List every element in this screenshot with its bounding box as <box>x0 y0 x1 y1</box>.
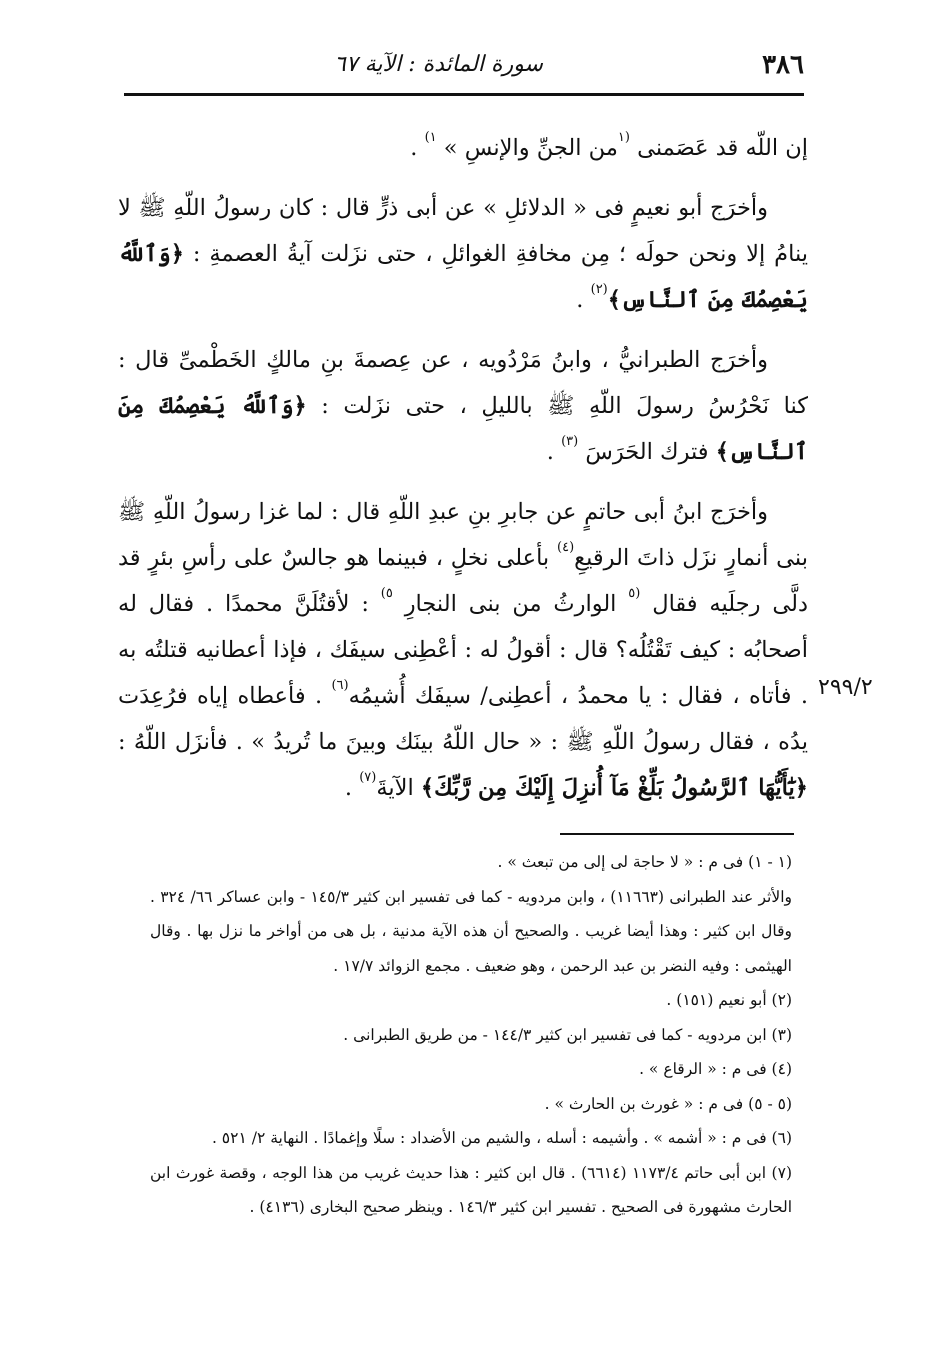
footnote-marker: (٥ <box>628 586 641 601</box>
main-text <box>118 125 808 825</box>
paragraph-1 <box>118 125 808 171</box>
footnote-marker: (٧) <box>359 770 377 785</box>
page-number: ٣٨٦ <box>762 50 804 80</box>
text-segment: وأخرَج الطبرانيُّ ، وابنُ مَرْدُويه ، عن عِصمةَ بنِ مالكٍ الخَطْمىِّ قال : كنا نَحْرُسُ رسولَ اللّهِ ﷺ بالليلِ ، حتى نزَلت : <box>118 347 808 419</box>
text-segment: . <box>576 287 591 313</box>
quran-verse: ﴿يَٰٓأَيُّهَا ٱلرَّسُولُ بَلِّغْ مَآ أُنزِلَ إِلَيْكَ مِن رَّبِّكَ﴾ <box>420 775 808 801</box>
footnote-marker: (٣) <box>561 434 579 449</box>
text-segment: وأخرَج أبو نعيمٍ فى « الدلائلِ » عن أبى ذرٍّ قال : كان رسولُ اللّهِ ﷺ لا ينامُ إلا ونحن حولَه ؛ مِن مخافةِ الغوائلِ ، حتى نزَلت آيةُ العصمةِ : <box>118 195 808 267</box>
running-title: سورة المائدة : الآية ٦٧ <box>334 52 543 77</box>
footnote-item: (٧) ابن أبى حاتم ١١٧٣/٤ (٦٦١٤) . قال ابن كثير : هذا حديث غريب من هذا الوجه ، وقصة غورث ابن الحارث مشهورة فى الصحيح . تفسير ابن كثير ١٤٦/٣ . وينظر صحيح البخارى (٤١٣٦) . <box>150 1163 792 1216</box>
text-segment: . <box>344 775 360 801</box>
margin-reference: ٢٩٩/٢ <box>818 675 873 700</box>
footnote-item: (٦) فى م : « أشمه » . وأشيمه : أسله ، والشيم من الأضداد : سلًا وإغمادًا . النهاية ٢/ ٥٢١ . <box>211 1129 792 1147</box>
text-segment: . فأعطاه إياه فرُعِدَت يدُه ، فقال رسولُ اللّهِ ﷺ : « حال اللّهُ بينَك وبينَ ما تُريدُ » . فأنزَل اللّهُ : <box>118 683 808 755</box>
footnote-marker: (١ <box>617 130 630 145</box>
text-segment: بأعلى نخلٍ ، فبينما هو جالسٌ على رأسِ بئرٍ قد دلَّى رجلَيه فقال <box>118 545 808 617</box>
paragraph-4 <box>118 489 808 811</box>
footnote-rule <box>560 833 794 835</box>
quran-verse: ﴿وَٱللَّهُ يَعْصِمُكَ مِنَ ٱلنَّاسِ﴾ <box>118 241 808 313</box>
footnote-item: (٣) ابن مردويه - كما فى تفسير ابن كثير ١٤٤/٣ - من طريق الطبرانى . <box>343 1025 792 1044</box>
footnote-item: (١ - ١) فى م : « لا حاجة لى إلى من تبعث » . <box>497 853 792 871</box>
footnote-item: (٤) فى م : « الرقاع » . <box>639 1060 792 1078</box>
paragraph-3 <box>118 337 808 475</box>
text-segment: من الجنِّ والإنسِ » <box>436 135 618 161</box>
text-segment: : لأقتُلَنَّ محمدًا . فقال له أصحابُه : كيف تَقْتُلُه؟ قال : أقولُ له : أعْطِنى سيفَك ، فإذا أعطانيه قتلتُه به . فأتاه ، فقال : يا محمدُ ، أعطِنى/ سيفَك أُشيمُه <box>118 591 808 709</box>
footnote-marker: (٤) <box>557 540 575 555</box>
text-segment: فترك الحَرَسَ <box>578 439 716 465</box>
footnotes <box>150 845 792 1225</box>
text-segment: إن اللّه قد عَصَمنى <box>629 135 808 161</box>
header-rule <box>124 93 804 96</box>
footnote-marker: (٢) <box>590 282 608 297</box>
text-segment: . <box>546 439 562 465</box>
text-segment: الآيةَ <box>376 775 421 801</box>
footnote-marker: ٥) <box>380 586 393 601</box>
footnote-item: والأثر عند الطبرانى (١١٦٦٣) ، وابن مردويه - كما فى تفسير ابن كثير ١٤٥/٣ - وابن عساكر ٦٦/ ٣٢٤ . وقال ابن كثير : وهذا أيضا غريب . والصحيح أن هذه الآية مدنية ، بل هى من أواخر ما نزل بها . وقال الهيثمى : وفيه النضر بن عبد الرحمن ، وهو ضعيف . مجمع الزوائد ١٧/٧ . <box>150 887 792 975</box>
footnote-marker: (٦) <box>331 678 349 693</box>
paragraph-2 <box>118 185 808 323</box>
footnote-item: (٥ - ٥) فى م : « غورث بن الحارث » . <box>544 1094 792 1113</box>
quran-verse: ﴿وَٱللَّهُ يَعْصِمُكَ مِنَ ٱلنَّاسِ﴾ <box>118 393 808 465</box>
footnote-marker: ١) <box>424 130 437 145</box>
page-header <box>124 50 804 90</box>
text-segment: . <box>410 135 425 161</box>
footnote-item: (٢) أبو نعيم (١٥١) . <box>666 991 792 1009</box>
text-segment: الوارثُ من بنى النجارِ <box>392 591 629 617</box>
text-segment: وأخرَج ابنُ أبى حاتمٍ عن جابرِ بنِ عبدِ اللّهِ قال : لما غزا رسولُ اللّهِ ﷺ بنى أنمارٍ نزَل ذاتَ الرقيعِ <box>118 499 808 571</box>
